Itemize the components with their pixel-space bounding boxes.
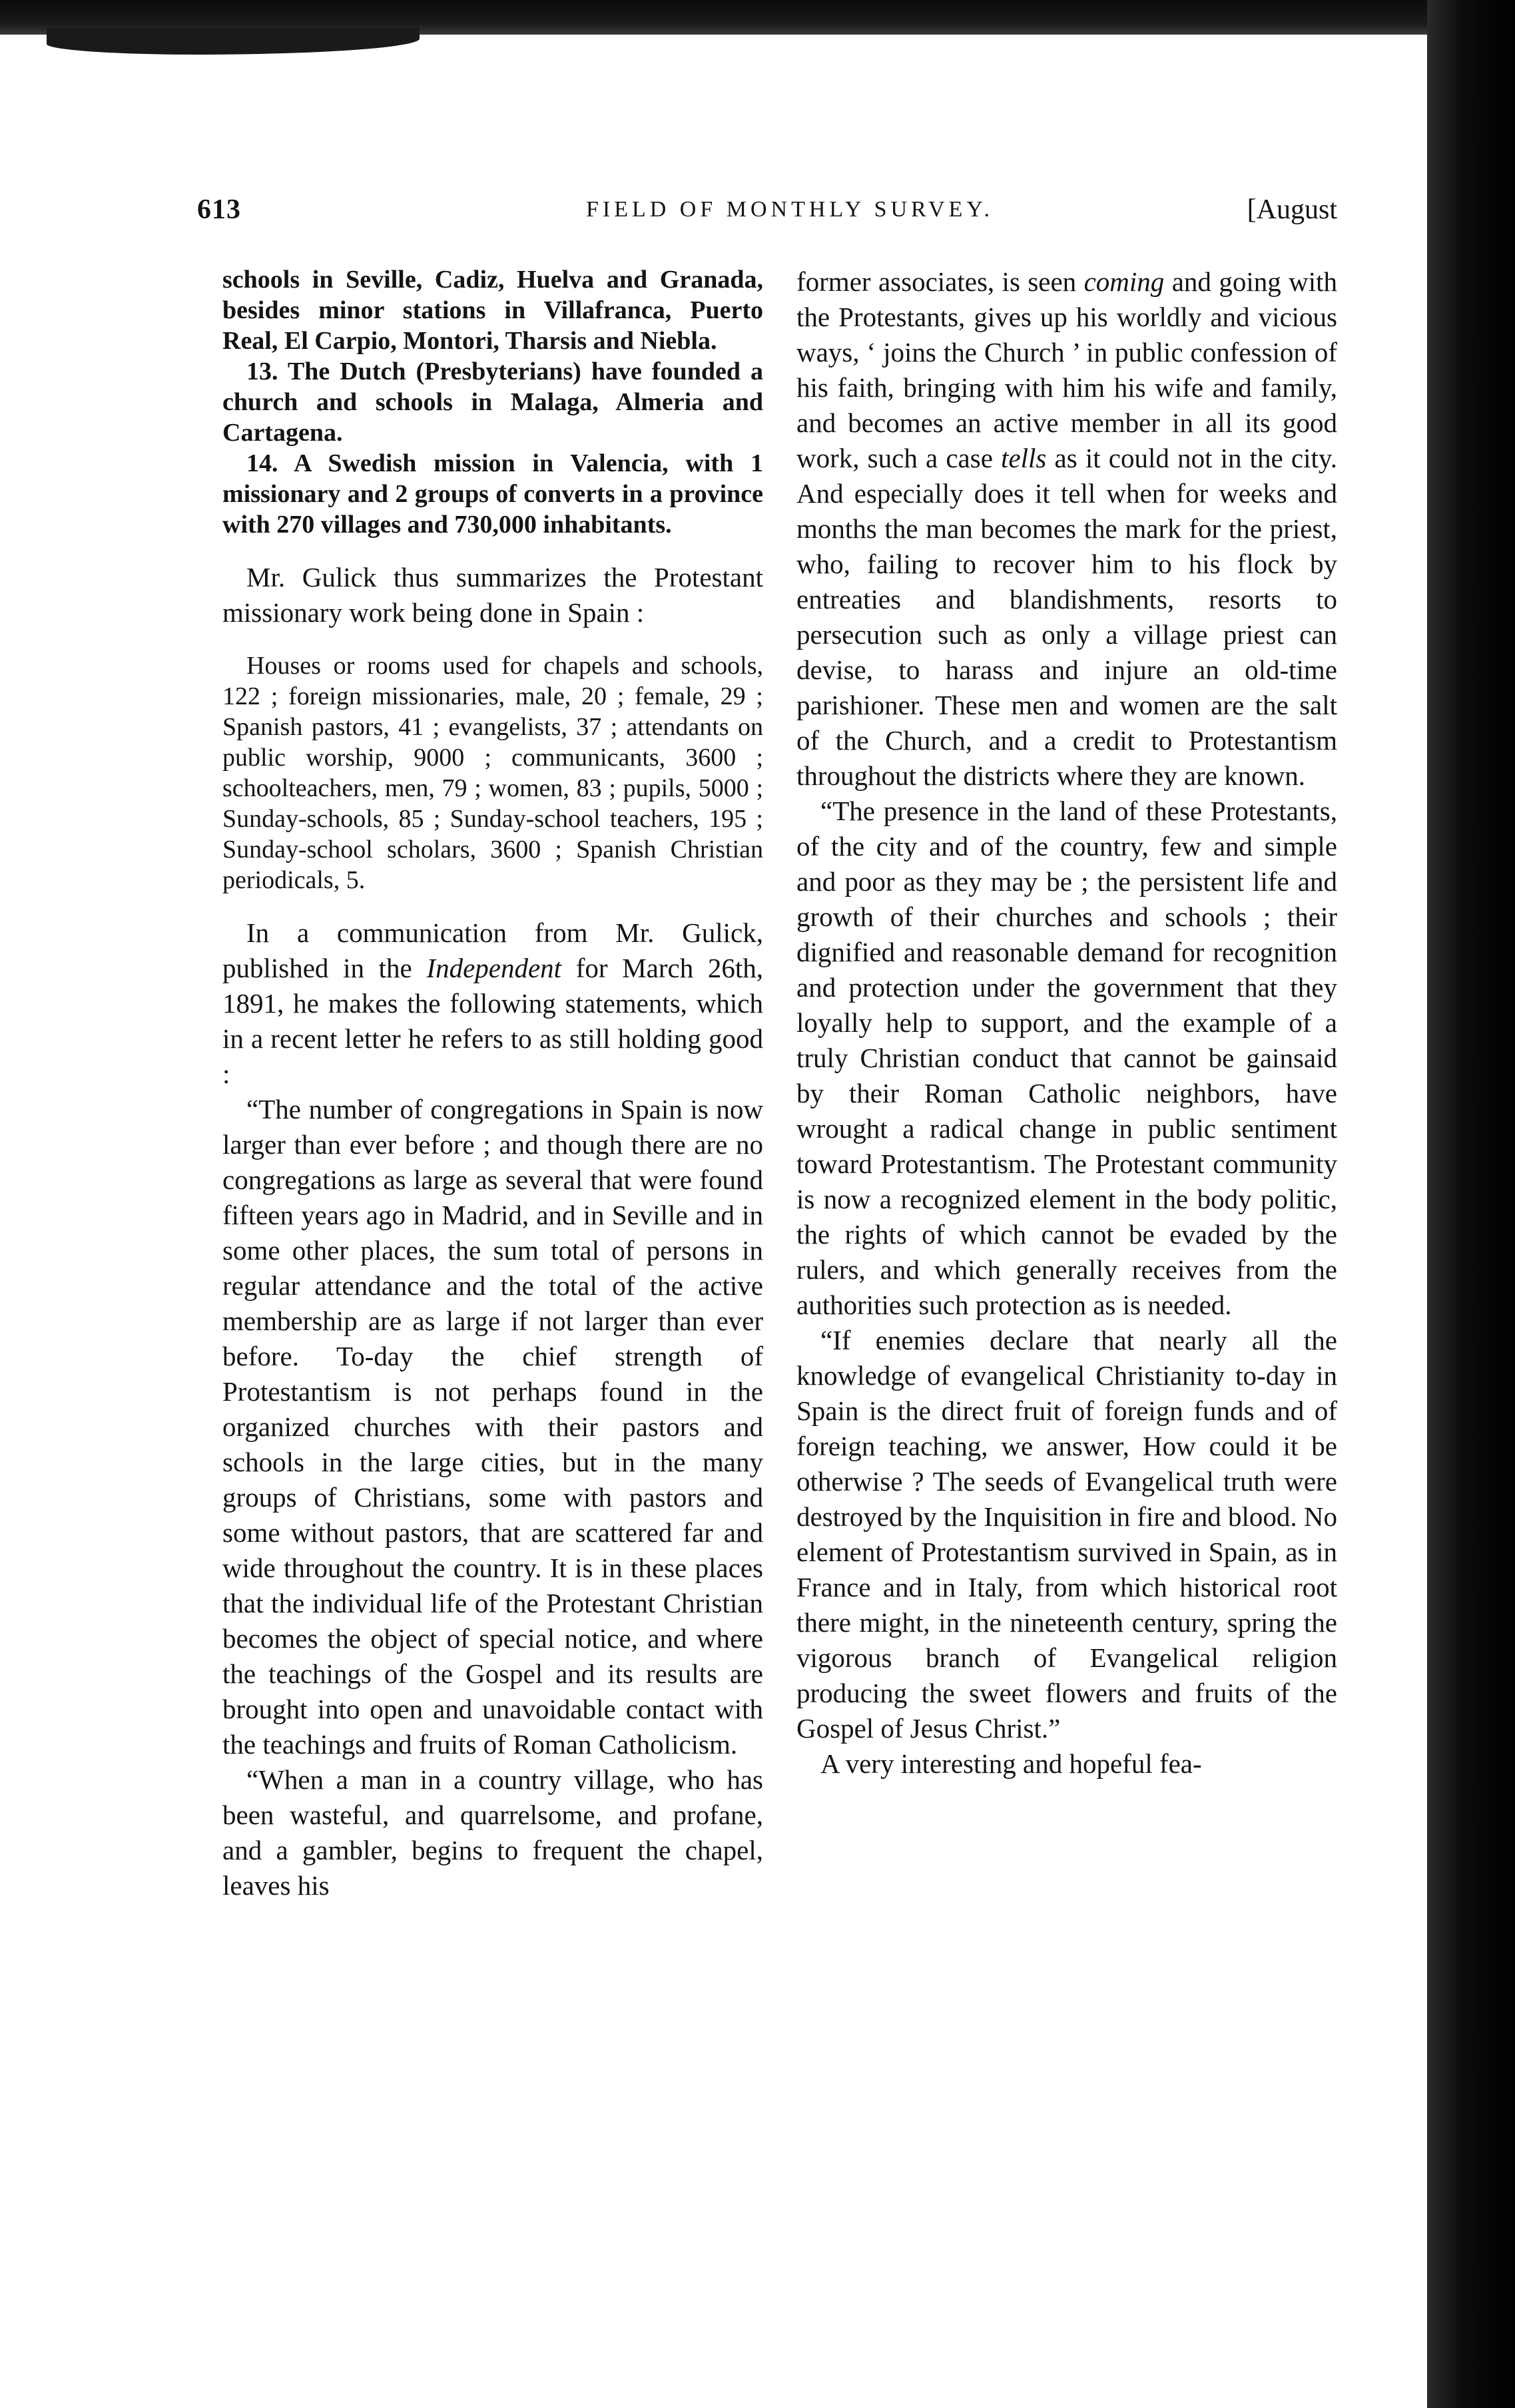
- right-column: [796, 264, 1337, 1782]
- village-text-3: as it could not in the city. And especially does it tell when for weeks and months the man becomes the mark for the priest, who, failing to recover him to his flock by entreaties and blandishments, resorts to persecution such as only a village priest can devise, to harass and injure an old-time parishioner. These men and women are the salt of the Church, and a credit to Protestantism throughout the districts where they are known.: [796, 443, 1337, 791]
- running-head: [197, 186, 1337, 233]
- quote-enemies: “If enemies declare that nearly all the knowledge of evangelical Christianity to-day in Spain is the direct fruit of foreign funds and of foreign teaching, we answer, How could it be otherwise ? The seeds of Evangelical truth were destroyed by the Inquisition in fire and blood. No element of Protestantism survived in Spain, as in France and in Italy, from which historical root there might, in the nineteenth century, spring the vigorous branch of Evangelical religion producing the sweet flowers and fruits of the Gospel of Jesus Christ.”: [796, 1325, 1337, 1744]
- running-head-month: [August: [1247, 194, 1337, 225]
- closing-line: A very interesting and hopeful fea-: [820, 1748, 1202, 1779]
- communication-text-before: In a communication from Mr. Gulick, published in the: [222, 917, 763, 983]
- quote-presence: “The presence in the land of these Protestants, of the city and of the country, few and simple and poor as they may be ; the persistent life and growth of their churches and schools ; their dignified and reasonable demand for recognition and protection under the government that they loyally help to support, and the example of a truly Christian conduct that cannot be gainsaid by their Roman Catholic neighbors, have wrought a radical change in public sentiment toward Protestantism. The Protestant community is now a recognized element in the body politic, the rights of which cannot be evaded by the rulers, and which generally receives from the authorities such protection as is needed.: [796, 796, 1337, 1320]
- communication-text-after: for March 26th, 1891, he makes the following statements, which in a recent letter he refers to as still holding good :: [222, 953, 764, 1089]
- village-continued: [796, 264, 1337, 794]
- quote-congregations: “The number of congregations in Spain is now larger than ever before ; and though there are no congregations as large as several that were found fifteen years ago in Madrid, and in Seville and in some other places, the sum total of persons in regular attendance and the total of the active membership are as large if not larger than ever before. To-day the chief strength of Protestantism is not perhaps found in the organized churches with their pastors and schools in the large cities, but in the many groups of Christians, some with pastors and some without pastors, that are scattered far and wide throughout the country. It is in these places that the individual life of the Protestant Christian becomes the object of special notice, and where the teachings of the Gospel and its results are brought into open and unavoidable contact with the teachings and fruits of Roman Catholicism.: [222, 1094, 763, 1760]
- page-number: 613: [197, 194, 241, 225]
- village-emphasis-1: coming: [1083, 266, 1165, 297]
- communication-paragraph: [222, 915, 763, 1092]
- quote-village-start: “When a man in a country village, who has been wasteful, and quarrelsome, and profane, and a gambler, begins to frequent the chapel, leaves his: [222, 1764, 763, 1901]
- statistics-paragraph: Houses or rooms used for chapels and schools, 122 ; foreign missionaries, male, 20 ; female, 29 ; Spanish pastors, 41 ; evangelists, 37 ; attendants on public worship, 9000 ; communicants, 3600 ; schoolteachers, men, 79 ; women, 83 ; pupils, 5000 ; Sunday-schools, 85 ; Sunday-school teachers, 195 ; Sunday-school scholars, 3600 ; Spanish Christian periodicals, 5.: [222, 652, 763, 894]
- village-emphasis-2: tells: [1001, 443, 1047, 473]
- scan-edge-right: [1427, 0, 1515, 2408]
- running-head-title: FIELD OF MONTHLY SURVEY.: [585, 197, 994, 222]
- summary-intro: Mr. Gulick thus summarizes the Protestant missionary work being done in Spain :: [222, 562, 763, 628]
- scan-edge-top: [0, 0, 1515, 35]
- list-item-13: 13. The Dutch (Presbyterians) have founded a church and schools in Malaga, Almeria and Cartagena.: [222, 358, 763, 447]
- left-column: [222, 264, 763, 1903]
- list-item-14: 14. A Swedish mission in Valencia, with 1 missionary and 2 groups of converts in a province with 270 villages and 730,000 inhabitants.: [222, 449, 763, 539]
- village-text-2: and going with the Protestants, gives up his worldly and vicious ways, ‘ joins the Church ’ in public confession of his faith, bringing with him his wife and family, and becomes an active member in all its good work, such a case: [796, 266, 1338, 473]
- book-page: [0, 35, 1427, 2408]
- list-continuation: schools in Seville, Cadiz, Huelva and Granada, besides minor stations in Villafranca, Puerto Real, El Carpio, Montori, Tharsis and Niebla.: [222, 266, 763, 355]
- journal-title: Independent: [426, 953, 562, 983]
- village-text-1: former associates, is seen: [796, 266, 1084, 297]
